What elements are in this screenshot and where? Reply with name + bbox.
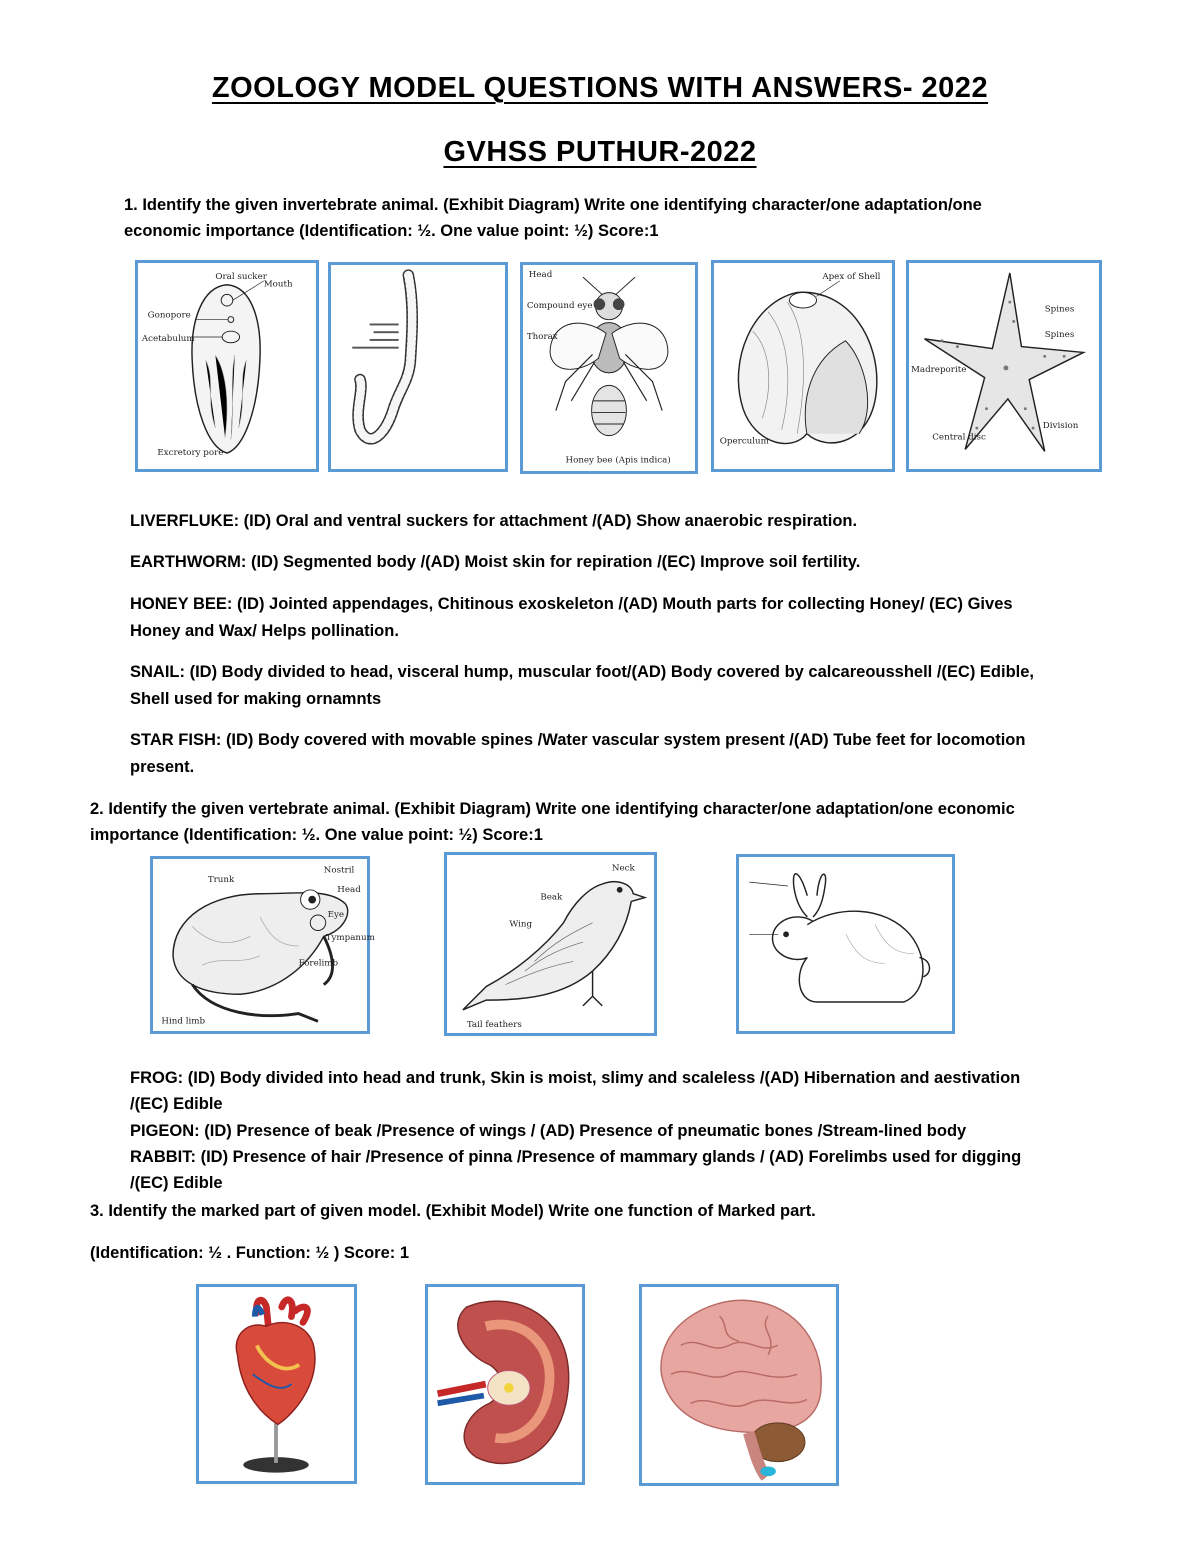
- honeybee-figure: [520, 262, 698, 474]
- q2-line2: importance (Identification: ½. One value point: ½) Score:1: [90, 826, 543, 844]
- heart-model-image: [196, 1284, 357, 1484]
- snail-label-0: Apex of Shell: [822, 271, 881, 282]
- q1-line1: 1. Identify the given invertebrate animal. (Exhibit Diagram) Write one identifying character/one adaptation/one: [124, 196, 982, 214]
- honeybee-label-0: Head: [528, 270, 553, 281]
- snail-figure: [711, 260, 895, 472]
- liverfluke-label-3: Acetabulum: [141, 333, 195, 344]
- pigeon-label-2: Wing: [509, 919, 533, 930]
- q1-answer-snail-1: SNAIL: (ID) Body divided to head, visceral hump, muscular foot/(AD) Body covered by calcareousshell /(EC) Edible,: [130, 663, 1035, 681]
- q2-answer-rabbit-2: /(EC) Edible: [130, 1174, 223, 1192]
- frog-label-6: Hind limb: [161, 1016, 206, 1027]
- liverfluke-label-0: Oral sucker: [215, 271, 267, 282]
- pigeon-label-0: Beak: [540, 892, 563, 903]
- liverfluke-label-4: Excretory pore: [157, 448, 224, 458]
- pigeon-figure: [444, 852, 657, 1036]
- frog-label-1: Eye: [327, 909, 345, 920]
- frog-label-4: Trunk: [207, 875, 235, 886]
- q1-answer-honeybee-1: HONEY BEE: (ID) Jointed appendages, Chitinous exoskeleton /(AD) Mouth parts for collecting Honey/ (EC) Gives: [130, 595, 1013, 613]
- rabbit-figure: [736, 854, 955, 1034]
- q1-answer-liverfluke: LIVERFLUKE: (ID) Oral and ventral suckers for attachment /(AD) Show anaerobic respiration.: [130, 512, 858, 530]
- q1-answer-snail-2: Shell used for making ornamnts: [130, 690, 382, 708]
- liverfluke-label-1: Mouth: [263, 279, 293, 290]
- frog-label-2: Tympanum: [325, 933, 375, 944]
- pigeon-label-3: Tail feathers: [466, 1020, 522, 1031]
- q2-line1: 2. Identify the given vertebrate animal. (Exhibit Diagram) Write one identifying character/one adaptation/one economic: [90, 800, 1015, 818]
- q3-line1: 3. Identify the marked part of given model. (Exhibit Model) Write one function of Marked part.: [90, 1202, 816, 1220]
- brain-model-image: [639, 1284, 839, 1486]
- q1-answer-starfish-2: present.: [130, 758, 195, 776]
- honeybee-label-2: Thorax: [526, 332, 558, 343]
- q2-answer-pigeon: PIGEON: (ID) Presence of beak /Presence of wings / (AD) Presence of pneumatic bones /Stream-lined body: [130, 1122, 967, 1140]
- frog-figure: [150, 856, 375, 1034]
- starfish-label-0: Spines: [1044, 304, 1075, 315]
- snail-label-1: Operculum: [719, 436, 769, 447]
- liverfluke-figure: [135, 260, 319, 472]
- pigeon-label-1: Neck: [611, 863, 635, 874]
- q3-line2: (Identification: ½ . Function: ½ ) Score: 1: [90, 1244, 410, 1262]
- starfish-figure: [906, 260, 1102, 472]
- q1-answer-earthworm: EARTHWORM: (ID) Segmented body /(AD) Moist skin for repiration /(EC) Improve soil fertility.: [130, 553, 861, 571]
- starfish-label-3: Central disc: [932, 432, 986, 443]
- q1-line2: economic importance (Identification: ½. One value point: ½) Score:1: [124, 222, 659, 240]
- q1-answer-honeybee-2: Honey and Wax/ Helps pollination.: [130, 622, 399, 640]
- frog-label-5: Forelimb: [298, 958, 339, 969]
- page-title: ZOOLOGY MODEL QUESTIONS WITH ANSWERS- 2022: [211, 72, 989, 104]
- starfish-label-4: Division: [1042, 421, 1079, 432]
- kidney-model-image: [425, 1284, 585, 1485]
- q1-answer-starfish-1: STAR FISH: (ID) Body covered with movable spines /Water vascular system present /(AD) Tube feet for locomotion: [130, 731, 1026, 749]
- q2-answer-frog-2: /(EC) Edible: [130, 1095, 223, 1113]
- honeybee-label-3: Honey bee (Apis indica): [565, 455, 671, 466]
- q2-answer-frog-1: FROG: (ID) Body divided into head and trunk, Skin is moist, slimy and scaleless /(AD) Hibernation and aestivation: [130, 1069, 1021, 1087]
- honeybee-label-1: Compound eye: [526, 301, 593, 312]
- liverfluke-label-2: Gonopore: [147, 310, 191, 321]
- frog-label-0: Nostril: [323, 865, 355, 876]
- frog-label-3: Head: [337, 884, 361, 895]
- starfish-label-1: Spines: [1044, 329, 1075, 340]
- starfish-label-2: Madreporite: [910, 364, 967, 375]
- page-subtitle: GVHSS PUTHUR-2022: [443, 136, 757, 168]
- q2-answer-rabbit-1: RABBIT: (ID) Presence of hair /Presence of pinna /Presence of mammary glands / (AD) Forelimbs used for digging: [130, 1148, 1022, 1166]
- earthworm-figure: [328, 262, 508, 472]
